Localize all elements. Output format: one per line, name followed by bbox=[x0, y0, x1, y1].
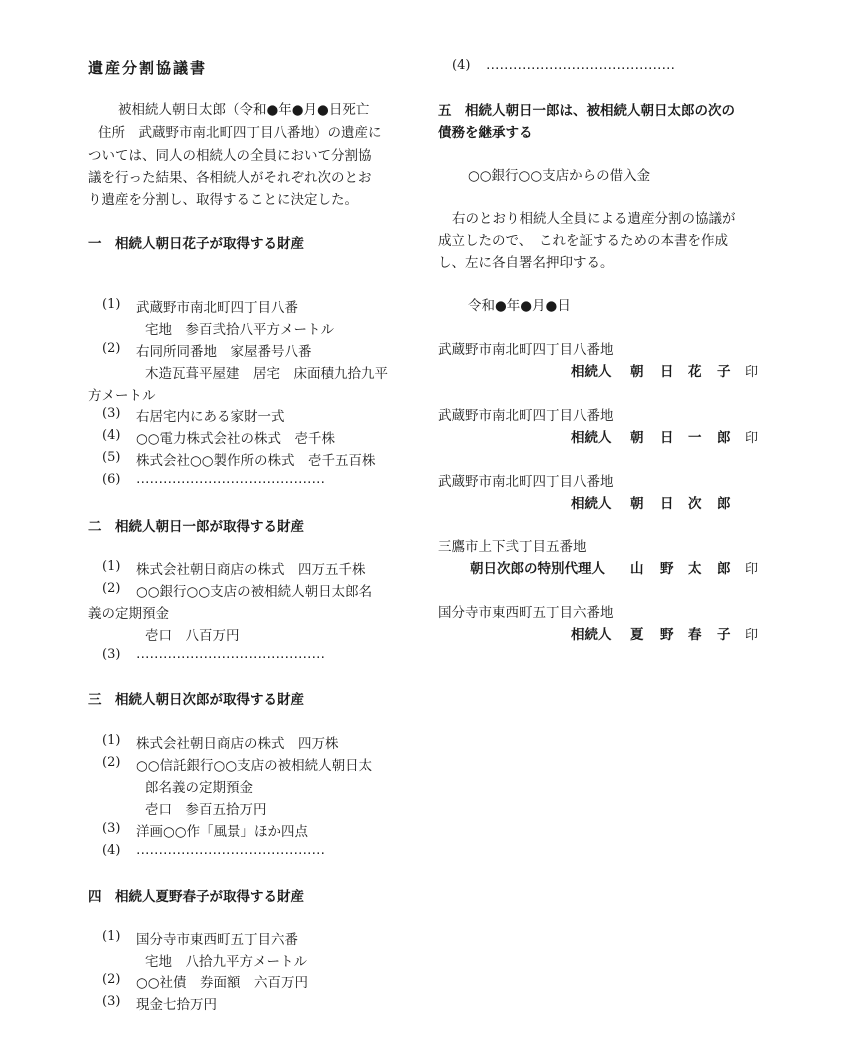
item-text: 株式会社○○製作所の株式 壱千五百株 bbox=[136, 453, 376, 469]
item-number: (5) bbox=[102, 450, 121, 465]
item-number: (2) bbox=[102, 581, 121, 596]
signatory-role: 相続人 bbox=[571, 430, 612, 446]
item-number: (3) bbox=[102, 994, 121, 1009]
item-number: (3) bbox=[102, 821, 121, 836]
name-char: 日 bbox=[660, 364, 674, 380]
item-text: …………………………………… bbox=[486, 57, 675, 73]
item-text: ○○銀行○○支店の被相続人朝日太郎名 bbox=[136, 584, 373, 600]
item-number: (3) bbox=[102, 647, 121, 662]
signatory-address: 国分寺市東西町五丁目六番地 bbox=[438, 605, 614, 621]
item-text: 壱口 参百五拾万円 bbox=[145, 802, 267, 818]
document-date: 令和●年●月●日 bbox=[468, 298, 571, 314]
section-heading: 四 相続人夏野春子が取得する財産 bbox=[88, 889, 304, 905]
debt-item: ○○銀行○○支店からの借入金 bbox=[468, 168, 651, 184]
name-char: 子 bbox=[717, 364, 731, 380]
seal-mark: 印 bbox=[745, 562, 759, 577]
item-text: ○○電力株式会社の株式 壱千株 bbox=[136, 431, 336, 447]
item-text: 株式会社朝日商店の株式 四万五千株 bbox=[136, 562, 366, 578]
name-char: 子 bbox=[717, 627, 731, 643]
item-number: (2) bbox=[102, 972, 121, 987]
name-char: 朝 bbox=[630, 364, 644, 380]
document-title: 遺産分割協議書 bbox=[88, 59, 208, 77]
item-text: 壱口 八百万円 bbox=[145, 628, 240, 644]
intro-line: 被相続人朝日太郎（令和●年●月●日死亡 bbox=[118, 102, 370, 118]
intro-line: 住所 武蔵野市南北町四丁目八番地）の遺産に bbox=[98, 125, 382, 141]
name-char: 夏 bbox=[630, 627, 644, 643]
closing-line: 右のとおり相続人全員による遺産分割の協議が bbox=[452, 211, 736, 227]
closing-line: 成立したので、 これを証するための本書を作成 bbox=[438, 233, 728, 249]
section-heading: 債務を継承する bbox=[438, 125, 533, 141]
item-number: (3) bbox=[102, 406, 121, 421]
section-heading: 五 相続人朝日一郎は、被相続人朝日太郎の次の bbox=[438, 103, 735, 119]
item-text: 株式会社朝日商店の株式 四万株 bbox=[136, 736, 339, 752]
closing-line: し、左に各自署名押印する。 bbox=[438, 255, 614, 271]
name-char: 次 bbox=[688, 496, 702, 512]
name-char: 太 bbox=[688, 561, 702, 577]
name-char: 春 bbox=[688, 627, 702, 643]
item-number: (1) bbox=[102, 559, 121, 574]
item-text: …………………………………… bbox=[136, 471, 325, 487]
name-char: 郎 bbox=[717, 496, 731, 512]
item-number: (1) bbox=[102, 929, 121, 944]
section-heading: 二 相続人朝日一郎が取得する財産 bbox=[88, 519, 304, 535]
name-char: 朝 bbox=[630, 496, 644, 512]
item-text: 方メートル bbox=[88, 388, 156, 404]
signatory-address: 三鷹市上下弐丁目五番地 bbox=[438, 539, 587, 555]
intro-line: 議を行った結果、各相続人がそれぞれ次のとお bbox=[88, 170, 372, 186]
name-char: 花 bbox=[688, 364, 702, 380]
item-text: 宅地 参百弐拾八平方メートル bbox=[145, 322, 334, 338]
item-text: 木造瓦葺平屋建 居宅 床面積九拾九平 bbox=[145, 366, 388, 382]
item-number: (1) bbox=[102, 733, 121, 748]
intro-line: ついては、同人の相続人の全員において分割協 bbox=[88, 148, 372, 164]
name-char: 山 bbox=[630, 561, 644, 577]
item-text: …………………………………… bbox=[136, 646, 325, 662]
name-char: 朝 bbox=[630, 430, 644, 446]
item-text: ○○信託銀行○○支店の被相続人朝日太 bbox=[136, 758, 373, 774]
signatory-role: 相続人 bbox=[571, 627, 612, 643]
item-number: (1) bbox=[102, 297, 121, 312]
name-char: 郎 bbox=[717, 430, 731, 446]
item-text: 右居宅内にある家財一式 bbox=[136, 409, 285, 425]
name-char: 野 bbox=[660, 627, 674, 643]
name-char: 一 bbox=[688, 430, 702, 446]
item-text: ○○社債 券面額 六百万円 bbox=[136, 975, 309, 991]
item-text: 右同所同番地 家屋番号八番 bbox=[136, 344, 312, 360]
item-text: 国分寺市東西町五丁目六番 bbox=[136, 932, 298, 948]
seal-mark: 印 bbox=[745, 365, 759, 380]
item-text: 郎名義の定期預金 bbox=[145, 780, 253, 796]
signatory-role: 相続人 bbox=[571, 364, 612, 380]
item-text: 宅地 八拾九平方メートル bbox=[145, 954, 307, 970]
item-number: (2) bbox=[102, 755, 121, 770]
signatory-address: 武蔵野市南北町四丁目八番地 bbox=[438, 408, 614, 424]
item-number: (4) bbox=[102, 843, 121, 858]
section-heading: 一 相続人朝日花子が取得する財産 bbox=[88, 236, 304, 252]
item-number: (2) bbox=[102, 341, 121, 356]
item-text: 武蔵野市南北町四丁目八番 bbox=[136, 300, 298, 316]
section-heading: 三 相続人朝日次郎が取得する財産 bbox=[88, 692, 304, 708]
seal-mark: 印 bbox=[745, 628, 759, 643]
signatory-address: 武蔵野市南北町四丁目八番地 bbox=[438, 474, 614, 490]
seal-mark: 印 bbox=[745, 431, 759, 446]
item-number: (6) bbox=[102, 472, 121, 487]
intro-line: り遺産を分割し、取得することに決定した。 bbox=[88, 192, 358, 208]
signatory-address: 武蔵野市南北町四丁目八番地 bbox=[438, 342, 614, 358]
name-char: 日 bbox=[660, 496, 674, 512]
item-number: (4) bbox=[102, 428, 121, 443]
item-number: (4) bbox=[452, 58, 471, 73]
name-char: 野 bbox=[660, 561, 674, 577]
name-char: 郎 bbox=[717, 561, 731, 577]
signatory-role: 相続人 bbox=[571, 496, 612, 512]
item-text: 義の定期預金 bbox=[88, 606, 169, 622]
item-text: 洋画○○作「風景」ほか四点 bbox=[136, 824, 309, 840]
signatory-role: 朝日次郎の特別代理人 bbox=[470, 561, 605, 577]
name-char: 日 bbox=[660, 430, 674, 446]
item-text: 現金七拾万円 bbox=[136, 997, 217, 1013]
item-text: …………………………………… bbox=[136, 842, 325, 858]
